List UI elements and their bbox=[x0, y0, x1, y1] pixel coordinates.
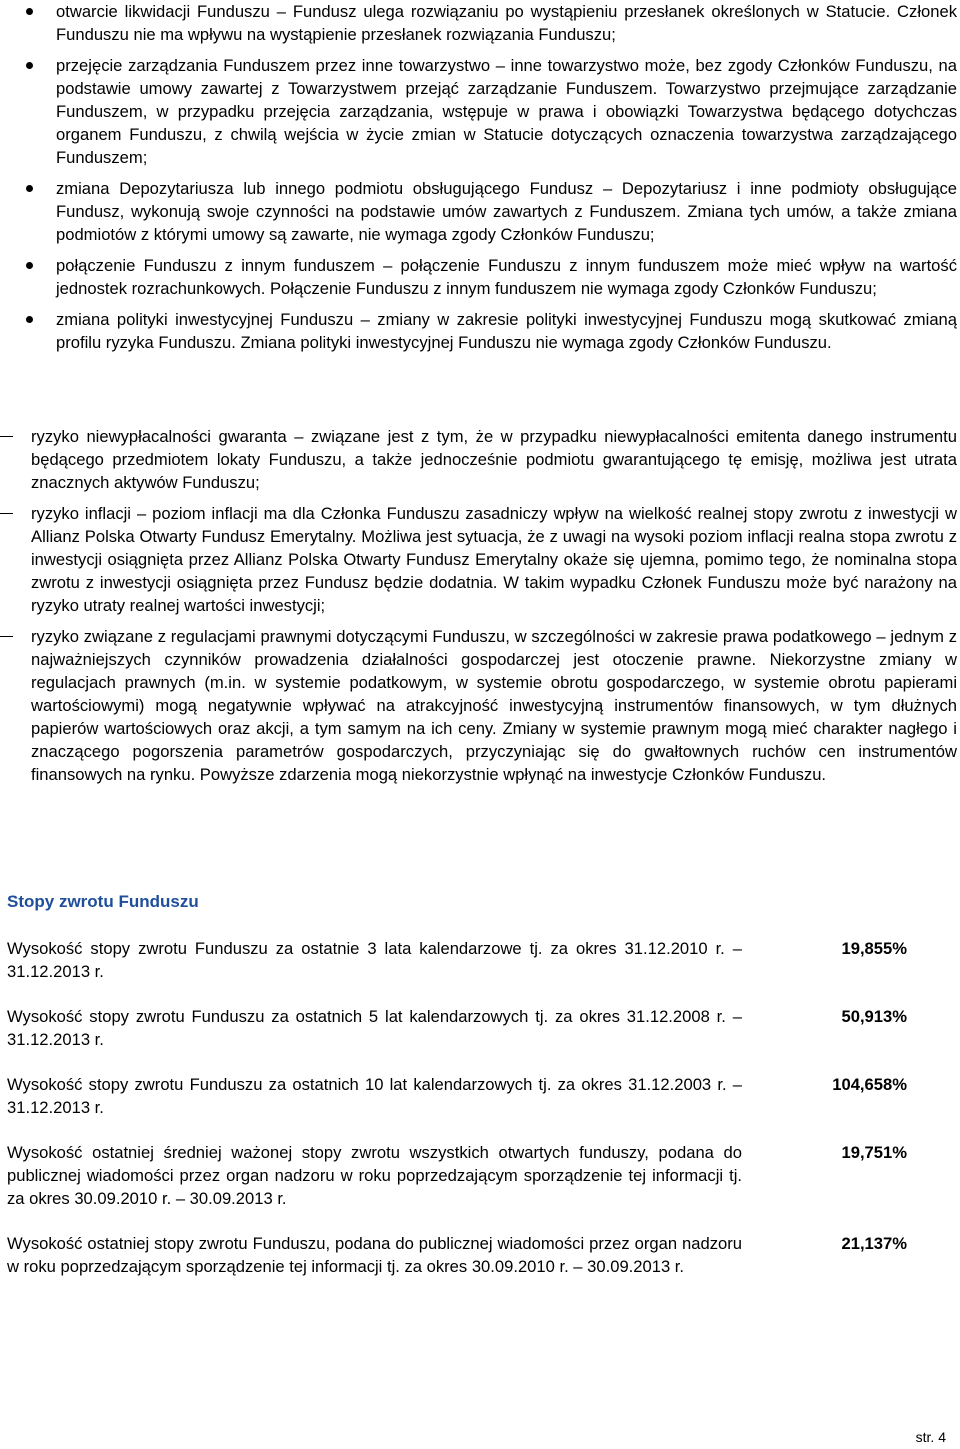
risk-item bbox=[0, 425, 960, 494]
return-value: 50,913% bbox=[841, 1007, 907, 1026]
list-item-text: przejęcie zarządzania Funduszem przez inne towarzystwo – inne towarzystwo może, bez zgody Członków Funduszu, na podstawie umowy zawartej z Towarzystwem przejąć zarządzanie Funduszem. Towarzystwo przejmujące zarządzanie Funduszem, w przypadku przejęcia zarządzania, wstępuje w prawa i obowiązki Towarzystwa będącego dotychczas organem Funduszu, z chwilą wejścia w życie zmian w Statucie dotyczących oznaczenia towarzystwa zarządzającego Funduszem; bbox=[56, 56, 957, 167]
list-item bbox=[0, 308, 960, 354]
list-item bbox=[0, 54, 960, 169]
risk-item-text: ryzyko związane z regulacjami prawnymi dotyczącymi Funduszu, w szczególności w zakresie prawa podatkowego – jednym z najważniejszych czynników prowadzenia działalności gospodarczej jest otoczenie prawne. Niekorzystne zmiany w regulacjach prawnych (m.in. w systemie podatkowym, w systemie obrotu gospodarczego, w systemie obrotu papierami wartościowymi) mogą negatywnie wpływać na atrakcyjność inwestycyjną instrumentów finansowych, w tym dłużnych papierów wartościowych oraz akcji, a tym samym na ich ceny. Zmiany w systemie prawnym mogą mieć charakter nagłego i znaczącego pogorszenia parametrów gospodarczych, przyczyniając się do gwałtownych ruchów cen instrumentów finansowych na rynku. Powyższe zdarzenia mogą niekorzystnie wpłynąć na inwestycje Członków Funduszu. bbox=[31, 627, 957, 784]
list-item-text: otwarcie likwidacji Funduszu – Fundusz ulega rozwiązaniu po wystąpieniu przesłanek określonych w Statucie. Członek Funduszu nie ma wpływu na wystąpienie przesłanek rozwiązania Funduszu; bbox=[56, 2, 957, 44]
section-title: Stopy zwrotu Funduszu bbox=[7, 892, 199, 911]
bullet-list bbox=[0, 0, 960, 362]
list-item bbox=[0, 254, 960, 300]
return-value: 19,751% bbox=[841, 1143, 907, 1162]
dash-icon bbox=[0, 513, 13, 514]
list-item bbox=[0, 177, 960, 246]
return-description: Wysokość stopy zwrotu Funduszu za ostatnich 5 lat kalendarzowych tj. za okres 31.12.2008 r. – 31.12.2013 r. bbox=[7, 1007, 742, 1049]
return-value: 19,855% bbox=[841, 939, 907, 958]
returns-table bbox=[7, 937, 907, 1300]
list-item-text: zmiana Depozytariusza lub innego podmiotu obsługującego Fundusz – Depozytariusz i inne podmioty obsługujące Fundusz, wykonują swoje czynności na podstawie umów zawartych z Funduszem. Zmiana tych umów, a także zmiana podmiotów z którymi umowy są zawarte, nie wymaga zgody Członków Funduszu; bbox=[56, 179, 957, 244]
return-description: Wysokość ostatniej stopy zwrotu Funduszu, podana do publicznej wiadomości przez organ nadzoru w roku poprzedzającym sporządzenie tej informacji tj. za okres 30.09.2010 r. – 30.09.2013 r. bbox=[7, 1234, 742, 1276]
return-row bbox=[7, 1232, 907, 1278]
bullet-icon bbox=[26, 8, 33, 15]
return-description: Wysokość ostatniej średniej ważonej stopy zwrotu wszystkich otwartych funduszy, podana do publicznej wiadomości przez organ nadzoru w roku poprzedzającym sporządzenie tej informacji tj. za okres 30.09.2010 r. – 30.09.2013 r. bbox=[7, 1143, 742, 1208]
bullet-icon bbox=[26, 316, 33, 323]
bullet-icon bbox=[26, 62, 33, 69]
risk-item-text: ryzyko inflacji – poziom inflacji ma dla Członka Funduszu zasadniczy wpływ na wielkość realnej stopy zwrotu z inwestycji w Allianz Polska Otwarty Fundusz Emerytalny. Możliwa jest sytuacja, że z uwagi na wysoki poziom inflacji realna stopa zwrotu z inwestycji osiągnięta przez Allianz Polska Otwarty Fundusz Emerytalny okaże się ujemna, pomimo tego, że nominalna stopa zwrotu z inwestycji osiągnięta przez Fundusz będzie dodatnia. W takim wypadku Członek Funduszu może być narażony na ryzyko utraty realnej wartości inwestycji; bbox=[31, 504, 957, 615]
risk-item bbox=[0, 625, 960, 786]
return-description: Wysokość stopy zwrotu Funduszu za ostatnie 3 lata kalendarzowe tj. za okres 31.12.2010 r. – 31.12.2013 r. bbox=[7, 939, 742, 981]
return-row bbox=[7, 1073, 907, 1119]
dash-icon bbox=[0, 436, 13, 437]
bullet-icon bbox=[26, 262, 33, 269]
bullet-icon bbox=[26, 185, 33, 192]
risk-item-text: ryzyko niewypłacalności gwaranta – związane jest z tym, że w przypadku niewypłacalności emitenta danego instrumentu będącego przedmiotem lokaty Funduszu, a także jednocześnie podmiotu gwarantującego tę emisję, możliwa jest utrata znacznych aktywów Funduszu; bbox=[31, 427, 957, 492]
list-item-text: zmiana polityki inwestycyjnej Funduszu – zmiany w zakresie polityki inwestycyjnej Funduszu mogą skutkować zmianą profilu ryzyka Funduszu. Zmiana polityki inwestycyjnej Funduszu nie wymaga zgody Członków Funduszu. bbox=[56, 310, 957, 352]
dash-icon bbox=[0, 636, 13, 637]
list-item bbox=[0, 0, 960, 46]
page-number: str. 4 bbox=[915, 1429, 946, 1445]
risk-list bbox=[0, 425, 960, 794]
return-value: 21,137% bbox=[841, 1234, 907, 1253]
return-row bbox=[7, 937, 907, 983]
return-description: Wysokość stopy zwrotu Funduszu za ostatnich 10 lat kalendarzowych tj. za okres 31.12.2003 r. – 31.12.2013 r. bbox=[7, 1075, 742, 1117]
return-value: 104,658% bbox=[832, 1075, 907, 1094]
return-row bbox=[7, 1005, 907, 1051]
risk-item bbox=[0, 502, 960, 617]
return-row bbox=[7, 1141, 907, 1210]
list-item-text: połączenie Funduszu z innym funduszem – połączenie Funduszu z innym funduszem może mieć wpływ na wartość jednostek rozrachunkowych. Połączenie Funduszu z innym funduszem nie wymaga zgody Członków Funduszu; bbox=[56, 256, 957, 298]
